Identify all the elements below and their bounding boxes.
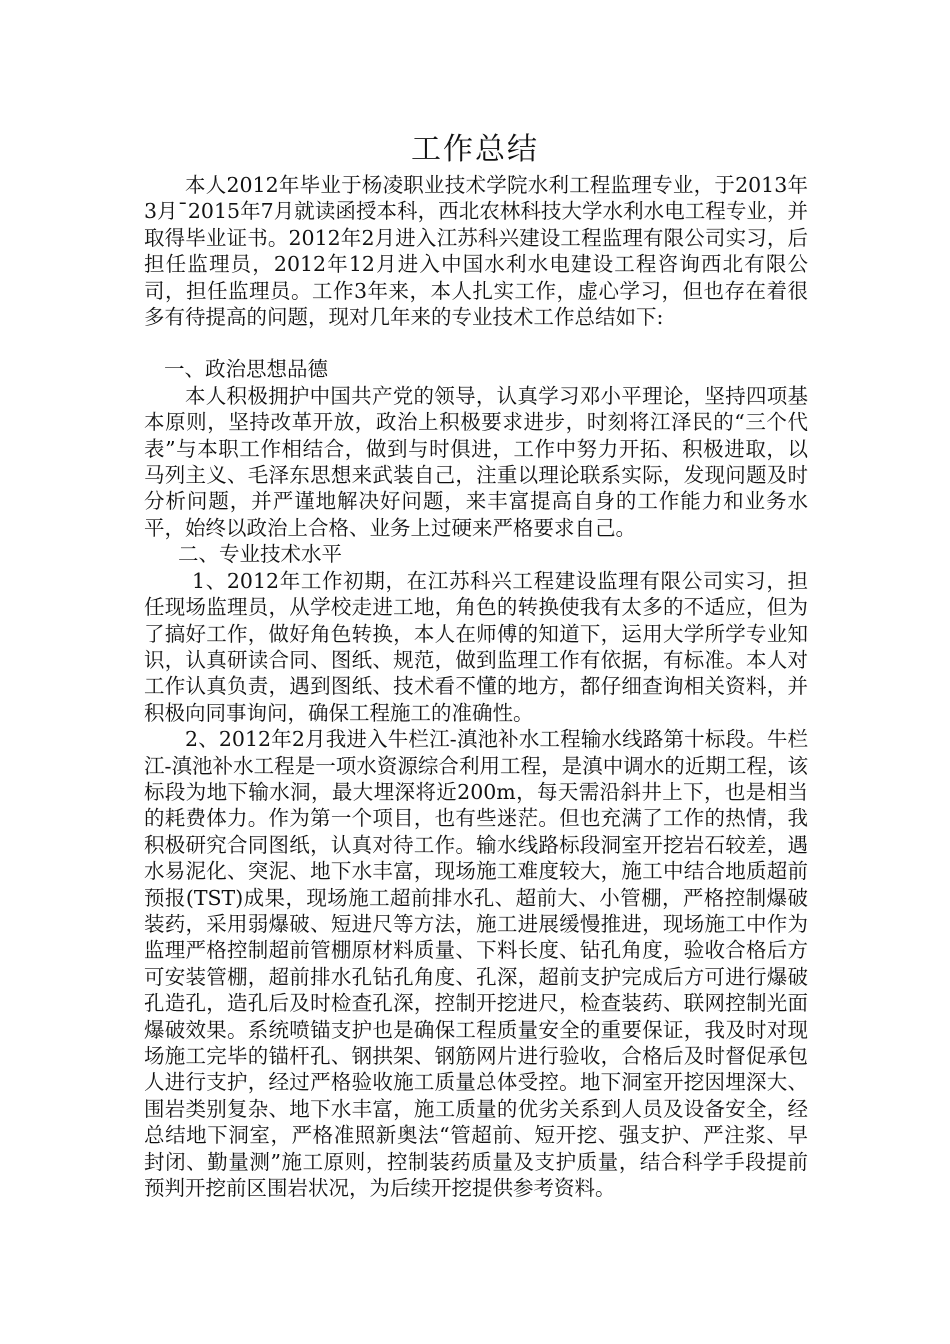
section1-paragraph: 本人积极拥护中国共产党的领导，认真学习邓小平理论，坚持四项基本原则，坚持改革开放，政治上积极要求进步，时刻将江泽民的“三个代表”与本职工作相结合，做到与时俱进，工作中努力开拓、积极进取，以马列主义、毛泽东思想来武装自己，注重以理论联系实际，发现问题及时分析问题，并严谨地解决好问题，来丰富提高自身的工作能力和业务水平，始终以政治上合格、业务上过硬来严格要求自己。 (144, 383, 808, 540)
section1-heading: 一、政治思想品德 (164, 357, 328, 382)
section2-heading: 二、专业技术水平 (178, 542, 342, 567)
page-title: 工作总结 (411, 132, 539, 167)
document-body (144, 172, 808, 1201)
section2-item2-paragraph: 2、2012年2月我进入牛栏江-滇池补水工程输水线路第十标段。牛栏江-滇池补水工程是一项水资源综合利用工程，是滇中调水的近期工程，该标段为地下输水洞，最大埋深将近200m，每天需沿斜井上下，也是相当的耗费体力。作为第一个项目，也有些迷茫。但也充满了工作的热情，我积极研究合同图纸，认真对待工作。输水线路标段洞室开挖岩石较差，遇水易泥化、突泥、地下水丰富，现场施工难度较大，施工中结合地质超前预报(TST)成果，现场施工超前排水孔、超前大、小管棚，严格控制爆破装药，采用弱爆破、短进尺等方法，施工进展缓慢推进，现场施工中作为监理严格控制超前管棚原材料质量、下料长度、钻孔角度，验收合格后方可安装管棚，超前排水孔钻孔角度、孔深，超前支护完成后方可进行爆破孔造孔，造孔后及时检查孔深，控制开挖进尺，检查装药、联网控制光面爆破效果。系统喷锚支护也是确保工程质量安全的重要保证，我及时对现场施工完毕的锚杆孔、钢拱架、钢筋网片进行验收，合格后及时督促承包人进行支护，经过严格验收施工质量总体受控。地下洞室开挖因埋深大、围岩类别复杂、地下水丰富，施工质量的优劣关系到人员及设备安全，经总结地下洞室，严格准照新奥法“管超前、短开挖、强支护、严注浆、早封闭、勤量测”施工原则，控制装药质量及支护质量，结合科学手段提前预判开挖前区围岩状况，为后续开挖提供参考资料。 (144, 727, 808, 1201)
section2-item1-paragraph: 1、2012年工作初期，在江苏科兴工程建设监理有限公司实习，担任现场监理员，从学校走进工地，角色的转换使我有太多的不适应，但为了搞好工作，做好角色转换，本人在师傅的知道下，运用大学所学专业知识，认真研读合同、图纸、规范，做到监理工作有依据，有标准。本人对工作认真负责，遇到图纸、技术看不懂的地方，都仔细查询相关资料，并积极向同事询问，确保工程施工的准确性。 (144, 568, 808, 725)
intro-paragraph: 本人2012年毕业于杨凌职业技术学院水利工程监理专业，于2013年3月¯2015年7月就读函授本科，西北农林科技大学水利水电工程专业，并取得毕业证书。2012年2月进入江苏科兴建设工程监理有限公司实习，后担任监理员，2012年12月进入中国水利水电建设工程咨询西北有限公司，担任监理员。工作3年来，本人扎实工作，虚心学习，但也存在着很多有待提高的问题，现对几年来的专业技术工作总结如下: (144, 173, 808, 330)
